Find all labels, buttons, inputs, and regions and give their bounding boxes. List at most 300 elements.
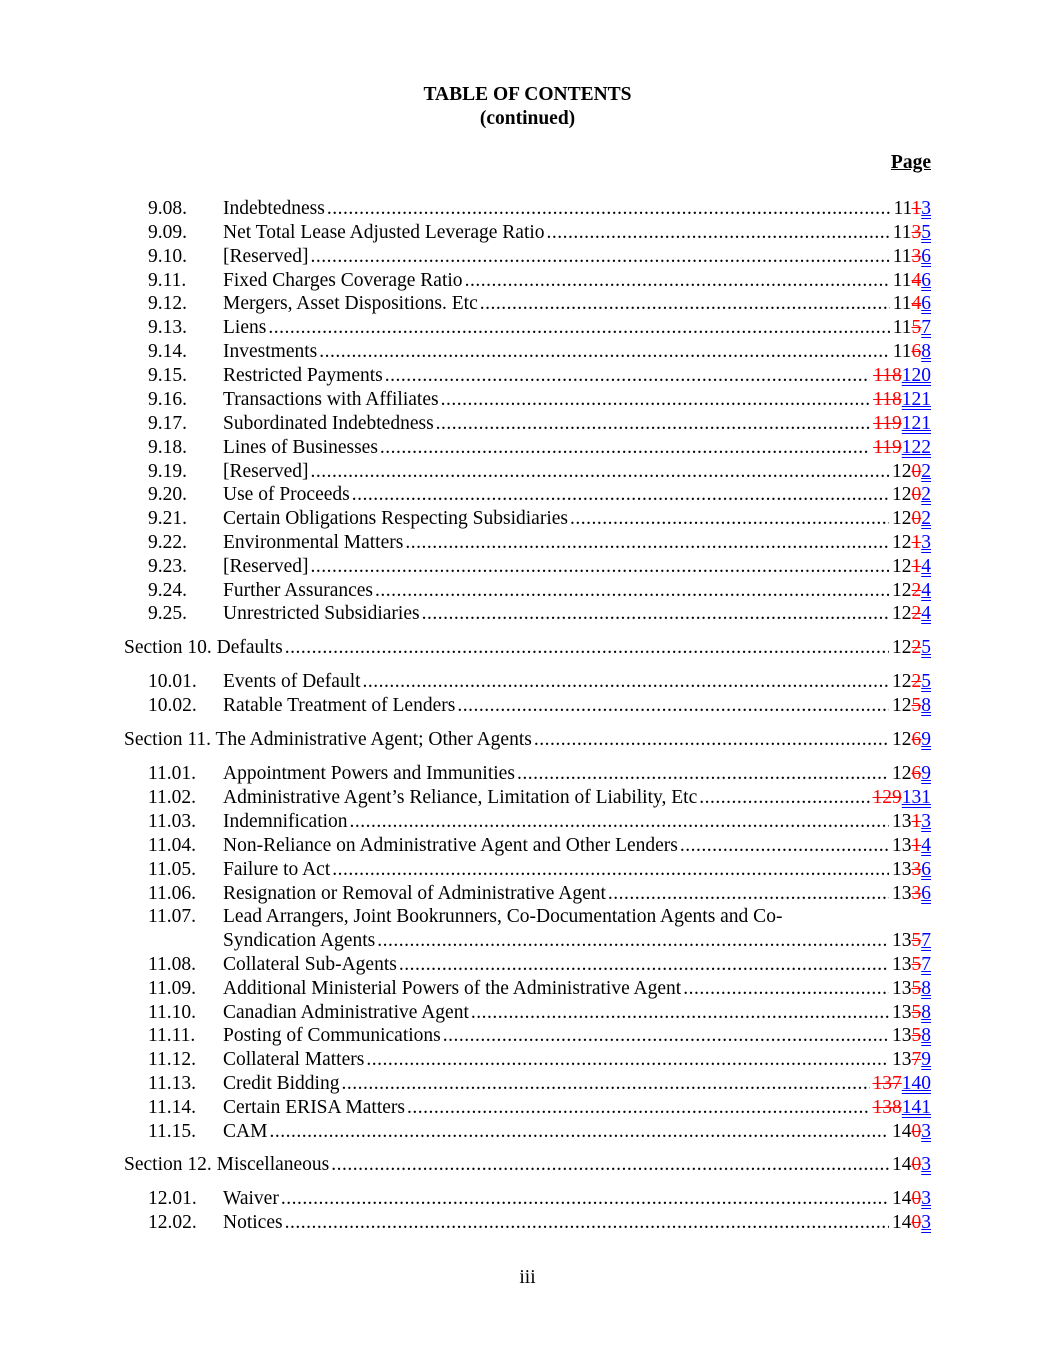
dot-leader [420, 602, 889, 626]
page-ref-deleted: 2 [911, 603, 922, 624]
page-ref[interactable] [890, 197, 931, 221]
page-ref-unchanged: 11 [892, 341, 912, 362]
entry-title[interactable]: Environmental Matters [223, 532, 404, 553]
page-ref-unchanged: 13 [892, 954, 912, 975]
page-ref[interactable] [890, 269, 931, 293]
entry-title[interactable]: Lines of Businesses [223, 437, 378, 458]
entry-title[interactable]: Ratable Treatment of Lenders [223, 695, 456, 716]
entry-number: 12.01. [148, 1188, 197, 1209]
page-ref-inserted: 4 [921, 580, 931, 601]
dot-leader [463, 269, 890, 293]
entry-number: 9.20. [148, 484, 187, 505]
page-ref-deleted: 118 [873, 389, 902, 410]
entry-number: 11.01. [148, 763, 197, 784]
toc-entry[interactable] [0, 221, 1055, 245]
page-ref[interactable] [889, 953, 931, 977]
toc-entry[interactable] [0, 977, 1055, 1001]
page-ref-deleted: 5 [911, 1025, 922, 1046]
dot-leader [568, 507, 889, 531]
toc-entry[interactable] [0, 762, 1055, 786]
toc-subtitle: (continued) [479, 108, 576, 129]
toc-entry[interactable] [0, 1187, 1055, 1211]
dot-leader [309, 555, 889, 579]
page-ref-inserted: 7 [921, 317, 931, 338]
entry-title[interactable]: Subordinated Indebtedness [223, 413, 434, 434]
entry-number: 9.09. [148, 222, 187, 243]
page-ref-deleted: 5 [911, 1002, 922, 1023]
page-ref-deleted: 5 [911, 978, 922, 999]
page-ref-unchanged: 13 [892, 883, 912, 904]
entry-title[interactable]: Restricted Payments [223, 365, 383, 386]
toc-entry[interactable] [0, 483, 1055, 507]
entry-title[interactable]: Collateral Sub-Agents [223, 954, 397, 975]
page-ref-unchanged: 11 [892, 246, 912, 267]
entry-title[interactable]: Additional Ministerial Powers of the Administrative Agent [223, 978, 682, 999]
entry-title[interactable]: Section 10. Defaults [124, 637, 283, 658]
entry-number: 10.01. [148, 671, 197, 692]
toc-entry[interactable] [0, 786, 1055, 810]
dot-leader [348, 810, 889, 834]
page-ref-inserted: 3 [921, 198, 931, 219]
page-ref[interactable] [889, 834, 931, 858]
entry-title[interactable]: Appointment Powers and Immunities [223, 763, 515, 784]
page-ref-deleted: 3 [911, 859, 922, 880]
page-ref-deleted: 0 [911, 461, 922, 482]
entry-number: 11.08. [148, 954, 197, 975]
page-ref-inserted: 2 [921, 508, 931, 529]
page-ref-inserted: 4 [921, 556, 931, 577]
entry-number: 9.08. [148, 198, 187, 219]
toc-title: TABLE OF CONTENTS [423, 84, 632, 105]
dot-leader [434, 412, 871, 436]
page-ref-inserted: 6 [921, 270, 931, 291]
entry-number: 11.11. [148, 1025, 196, 1046]
page-ref-deleted: 0 [911, 1212, 922, 1233]
entry-title[interactable]: Resignation or Removal of Administrative Agent [223, 883, 606, 904]
entry-number: 11.10. [148, 1002, 197, 1023]
entry-number: 9.21. [148, 508, 187, 529]
page-ref-deleted: 0 [911, 1121, 922, 1142]
page-ref-deleted: 2 [911, 637, 922, 658]
page-ref[interactable] [890, 316, 931, 340]
entry-title[interactable]: Net Total Lease Adjusted Leverage Ratio [223, 222, 545, 243]
page-ref-unchanged: 12 [892, 603, 912, 624]
page-ref-deleted: 5 [911, 954, 922, 975]
toc-entry[interactable] [0, 1024, 1055, 1048]
page-ref-deleted: 0 [911, 484, 922, 505]
entry-number: 9.16. [148, 389, 187, 410]
page-ref-deleted: 0 [911, 1188, 922, 1209]
page-ref-unchanged: 11 [892, 270, 912, 291]
toc-entry[interactable] [0, 412, 1055, 436]
entry-number: 9.15. [148, 365, 187, 386]
dot-leader [606, 882, 889, 906]
page-ref[interactable] [889, 579, 931, 603]
dot-leader [455, 694, 889, 718]
page-ref[interactable] [889, 670, 931, 694]
page-ref-unchanged: 12 [892, 671, 912, 692]
dot-leader [439, 388, 871, 412]
page-ref-unchanged: 13 [892, 978, 912, 999]
entry-title[interactable]: Collateral Matters [223, 1049, 365, 1070]
entry-number: 11.07. [148, 906, 197, 927]
page-ref[interactable] [889, 483, 931, 507]
page-ref-deleted: 5 [911, 317, 922, 338]
dot-leader [403, 531, 889, 555]
page-ref-deleted: 118 [873, 365, 902, 386]
toc-entry[interactable] [0, 292, 1055, 316]
dot-leader [361, 670, 889, 694]
page-ref-deleted: 7 [911, 1049, 922, 1070]
page-ref[interactable] [889, 1211, 931, 1235]
entry-title[interactable]: Waiver [223, 1188, 279, 1209]
page-ref-deleted: 6 [911, 729, 922, 750]
entry-title[interactable]: Non-Reliance on Administrative Agent and Other Lenders [223, 835, 678, 856]
toc-entry[interactable] [0, 245, 1055, 269]
toc-entry[interactable] [0, 953, 1055, 977]
dot-leader [329, 1153, 889, 1177]
page-ref[interactable] [890, 245, 931, 269]
page-ref[interactable] [870, 786, 932, 810]
entry-number: 11.04. [148, 835, 197, 856]
toc-entry[interactable] [0, 694, 1055, 718]
page-ref-inserted: 3 [921, 1121, 931, 1142]
dot-leader [681, 977, 889, 1001]
toc-entry[interactable] [0, 1211, 1055, 1235]
dot-leader [375, 929, 889, 953]
page-ref[interactable] [889, 858, 931, 882]
page-ref-unchanged: 12 [892, 695, 912, 716]
page-ref-inserted: 121 [901, 389, 931, 410]
page-ref-inserted: 3 [921, 1212, 931, 1233]
toc-entry[interactable] [0, 579, 1055, 603]
entry-title[interactable]: CAM [223, 1121, 268, 1142]
dot-leader [441, 1024, 889, 1048]
toc-entry[interactable] [0, 905, 1055, 951]
toc-entry[interactable] [0, 269, 1055, 293]
toc-entry[interactable] [0, 1096, 1055, 1120]
entry-number: 11.03. [148, 811, 197, 832]
entry-number: 11.06. [148, 883, 197, 904]
entry-title[interactable]: Events of Default [223, 671, 361, 692]
page-ref-unchanged: 12 [892, 461, 912, 482]
page-ref[interactable] [889, 1120, 931, 1144]
dot-leader [515, 762, 889, 786]
entry-number: 9.10. [148, 246, 187, 267]
toc-entry[interactable] [0, 602, 1055, 626]
dot-leader [279, 1187, 889, 1211]
toc-section-heading[interactable] [0, 1153, 1055, 1177]
entry-title[interactable]: Liens [223, 317, 267, 338]
page-ref-deleted: 1 [911, 532, 922, 553]
page-ref[interactable] [889, 1001, 931, 1025]
page-ref[interactable] [889, 762, 931, 786]
entry-title[interactable]: Certain Obligations Respecting Subsidiaries [223, 508, 568, 529]
page-ref[interactable] [870, 436, 931, 460]
entry-title[interactable]: Further Assurances [223, 580, 374, 601]
page-ref-inserted: 8 [921, 341, 931, 362]
entry-number: 12.02. [148, 1212, 197, 1233]
page-ref-unchanged: 13 [892, 1049, 912, 1070]
entry-number: 9.17. [148, 413, 187, 434]
dot-leader [364, 1048, 889, 1072]
entry-title[interactable]: Credit Bidding [223, 1073, 340, 1094]
page-ref-unchanged: 11 [893, 198, 912, 219]
toc-entry[interactable] [0, 364, 1055, 388]
entry-title[interactable]: Canadian Administrative Agent [223, 1002, 469, 1023]
dot-leader [267, 1120, 889, 1144]
entry-title[interactable]: Section 12. Miscellaneous [124, 1154, 330, 1175]
page-ref[interactable] [870, 364, 931, 388]
entry-title[interactable]: Posting of Communications [223, 1025, 441, 1046]
page-ref-unchanged: 12 [892, 580, 912, 601]
page-ref[interactable] [889, 1153, 931, 1177]
page-ref[interactable] [889, 1187, 931, 1211]
entry-number: 11.15. [148, 1121, 197, 1142]
page-ref-deleted: 1 [911, 198, 922, 219]
page-ref-inserted: 141 [901, 1097, 931, 1118]
page-ref[interactable] [889, 882, 931, 906]
page-ref-deleted: 2 [911, 580, 922, 601]
dot-leader [283, 636, 889, 660]
entry-title[interactable]: Failure to Act [223, 859, 331, 880]
page-ref-deleted: 137 [872, 1073, 902, 1094]
entry-title-continuation[interactable]: Syndication Agents [223, 930, 376, 951]
page-ref-unchanged: 12 [892, 729, 912, 750]
page-ref-deleted: 1 [911, 811, 922, 832]
page-ref-unchanged: 13 [892, 1002, 912, 1023]
page-ref-inserted: 120 [901, 365, 931, 386]
page-ref-unchanged: 12 [892, 556, 912, 577]
toc-entry[interactable] [0, 858, 1055, 882]
page-ref-unchanged: 12 [892, 763, 912, 784]
page-ref-deleted: 119 [873, 437, 902, 458]
page-ref-inserted: 5 [921, 222, 931, 243]
page-ref-inserted: 8 [921, 695, 931, 716]
page-ref-inserted: 2 [921, 461, 931, 482]
page-ref[interactable] [889, 694, 931, 718]
entry-number: 9.12. [148, 293, 187, 314]
page-ref-unchanged: 13 [892, 930, 912, 951]
page-ref-inserted: 4 [921, 835, 931, 856]
page-column-header: Page [890, 152, 931, 173]
toc-entry[interactable] [0, 316, 1055, 340]
page-ref[interactable] [890, 221, 931, 245]
page-ref[interactable] [889, 555, 931, 579]
page-ref-inserted: 7 [921, 930, 931, 951]
page-ref-unchanged: 14 [892, 1188, 912, 1209]
toc-entry[interactable] [0, 555, 1055, 579]
page-ref-inserted: 4 [921, 603, 931, 624]
page-ref[interactable] [870, 1072, 932, 1096]
page-ref-unchanged: 14 [892, 1121, 912, 1142]
page-ref-deleted: 138 [872, 1097, 902, 1118]
dot-leader [469, 1001, 889, 1025]
page-ref-inserted: 3 [921, 1188, 931, 1209]
page-ref-deleted: 5 [911, 695, 922, 716]
entry-title[interactable]: Unrestricted Subsidiaries [223, 603, 420, 624]
dot-leader [309, 245, 890, 269]
page-ref-inserted: 6 [921, 246, 931, 267]
page-ref[interactable] [889, 728, 931, 752]
toc-entry[interactable] [0, 1001, 1055, 1025]
page-ref[interactable] [870, 388, 931, 412]
page-ref[interactable] [889, 602, 931, 626]
page-ref-inserted: 9 [921, 1049, 931, 1070]
entry-number: 10.02. [148, 695, 197, 716]
entry-title[interactable]: [Reserved] [223, 556, 309, 577]
page-ref-unchanged: 13 [892, 859, 912, 880]
page-ref-inserted: 121 [901, 413, 931, 434]
entry-title[interactable]: Administrative Agent’s Reliance, Limitation of Liability, Etc [223, 787, 698, 808]
page-ref-unchanged: 14 [892, 1154, 912, 1175]
page-ref-deleted: 1 [911, 556, 922, 577]
page-ref-unchanged: 12 [892, 532, 912, 553]
page-ref[interactable] [889, 929, 931, 953]
page-ref-inserted: 6 [921, 859, 931, 880]
page-ref-deleted: 3 [911, 222, 922, 243]
entry-title[interactable]: Lead Arrangers, Joint Bookrunners, Co-Documentation Agents and Co- [223, 906, 783, 927]
entry-title[interactable]: Investments [223, 341, 318, 362]
page-ref[interactable] [870, 1096, 932, 1120]
entry-title[interactable]: Indemnification [223, 811, 348, 832]
toc-entry[interactable] [0, 197, 1055, 221]
dot-leader [697, 786, 869, 810]
entry-title[interactable]: Certain ERISA Matters [223, 1097, 405, 1118]
page-ref-inserted: 131 [901, 787, 931, 808]
toc-entry[interactable] [0, 388, 1055, 412]
entry-title[interactable]: Notices [223, 1212, 283, 1233]
page-ref-inserted: 7 [921, 954, 931, 975]
dot-leader [325, 197, 891, 221]
entry-number: 11.14. [148, 1097, 197, 1118]
toc-entry[interactable] [0, 340, 1055, 364]
page-ref-unchanged: 11 [892, 222, 912, 243]
page-ref-unchanged: 12 [892, 637, 912, 658]
page-ref-inserted: 8 [921, 1002, 931, 1023]
entry-title[interactable]: Indebtedness [223, 198, 325, 219]
page-ref-unchanged: 13 [892, 835, 912, 856]
page-ref-unchanged: 12 [892, 508, 912, 529]
entry-number: 9.23. [148, 556, 187, 577]
entry-number: 9.18. [148, 437, 187, 458]
toc-entry[interactable] [0, 531, 1055, 555]
page-ref-deleted: 4 [911, 270, 922, 291]
page-ref-deleted: 6 [911, 763, 922, 784]
dot-leader [545, 221, 890, 245]
toc-entry[interactable] [0, 1048, 1055, 1072]
page-ref[interactable] [889, 1048, 931, 1072]
page-ref-deleted: 3 [911, 246, 922, 267]
entry-title[interactable]: Mergers, Asset Dispositions. Etc [223, 293, 478, 314]
dot-leader [339, 1072, 869, 1096]
toc-section-heading[interactable] [0, 636, 1055, 660]
page-ref-unchanged: 13 [892, 811, 912, 832]
page-ref-inserted: 9 [921, 763, 931, 784]
page-ref-inserted: 3 [921, 532, 931, 553]
dot-leader [478, 292, 890, 316]
dot-leader [330, 858, 889, 882]
dot-leader [350, 483, 889, 507]
page-ref[interactable] [890, 292, 931, 316]
toc-entry[interactable] [0, 882, 1055, 906]
toc-entry[interactable] [0, 1072, 1055, 1096]
toc-entry[interactable] [0, 834, 1055, 858]
page-ref-inserted: 6 [921, 293, 931, 314]
entry-title[interactable]: [Reserved] [223, 246, 309, 267]
page-ref[interactable] [889, 531, 931, 555]
dot-leader [309, 460, 889, 484]
toc-entry[interactable] [0, 1120, 1055, 1144]
page-ref-deleted: 2 [911, 671, 922, 692]
page-ref[interactable] [889, 977, 931, 1001]
page-ref[interactable] [889, 507, 931, 531]
entry-number: 9.24. [148, 580, 187, 601]
page-ref[interactable] [870, 412, 931, 436]
entry-title[interactable]: Fixed Charges Coverage Ratio [223, 270, 463, 291]
page-ref-inserted: 3 [921, 1154, 931, 1175]
dot-leader [317, 340, 889, 364]
entry-title[interactable]: Transactions with Affiliates [223, 389, 439, 410]
page-ref[interactable] [889, 1024, 931, 1048]
page-ref-unchanged: 14 [892, 1212, 912, 1233]
dot-leader [378, 436, 870, 460]
entry-title[interactable]: Section 11. The Administrative Agent; Other Agents [124, 729, 532, 750]
entry-number: 9.13. [148, 317, 187, 338]
toc-entry[interactable] [0, 670, 1055, 694]
dot-leader [373, 579, 889, 603]
toc-entry[interactable] [0, 507, 1055, 531]
entry-number: 9.19. [148, 461, 187, 482]
page-ref-inserted: 6 [921, 883, 931, 904]
page-ref-inserted: 8 [921, 1025, 931, 1046]
page-ref-deleted: 119 [873, 413, 902, 434]
entry-number: 11.12. [148, 1049, 197, 1070]
toc-entry[interactable] [0, 810, 1055, 834]
page-ref-unchanged: 11 [892, 293, 912, 314]
page-number: iii [519, 1267, 536, 1288]
page-ref[interactable] [890, 340, 931, 364]
dot-leader [383, 364, 870, 388]
page-ref-deleted: 5 [911, 930, 922, 951]
page-ref-inserted: 3 [921, 811, 931, 832]
page-ref[interactable] [889, 636, 931, 660]
page-ref-deleted: 0 [911, 508, 922, 529]
page-ref-deleted: 4 [911, 293, 922, 314]
toc-entry[interactable] [0, 460, 1055, 484]
dot-leader [266, 316, 889, 340]
entry-number: 9.14. [148, 341, 187, 362]
toc-section-heading[interactable] [0, 728, 1055, 752]
page-ref[interactable] [889, 460, 931, 484]
dot-leader [678, 834, 889, 858]
entry-number: 11.13. [148, 1073, 197, 1094]
dot-leader [405, 1096, 870, 1120]
entry-title[interactable]: Use of Proceeds [223, 484, 350, 505]
entry-number: 9.22. [148, 532, 187, 553]
page-ref[interactable] [889, 810, 931, 834]
toc-entry[interactable] [0, 436, 1055, 460]
page-ref-unchanged: 11 [892, 317, 912, 338]
entry-number: 11.05. [148, 859, 197, 880]
page-ref-deleted: 129 [872, 787, 902, 808]
page-ref-inserted: 9 [921, 729, 931, 750]
page-ref-inserted: 5 [921, 637, 931, 658]
entry-title[interactable]: [Reserved] [223, 461, 309, 482]
entry-number: 11.09. [148, 978, 197, 999]
page-ref-unchanged: 13 [892, 1025, 912, 1046]
entry-number: 9.11. [148, 270, 187, 291]
